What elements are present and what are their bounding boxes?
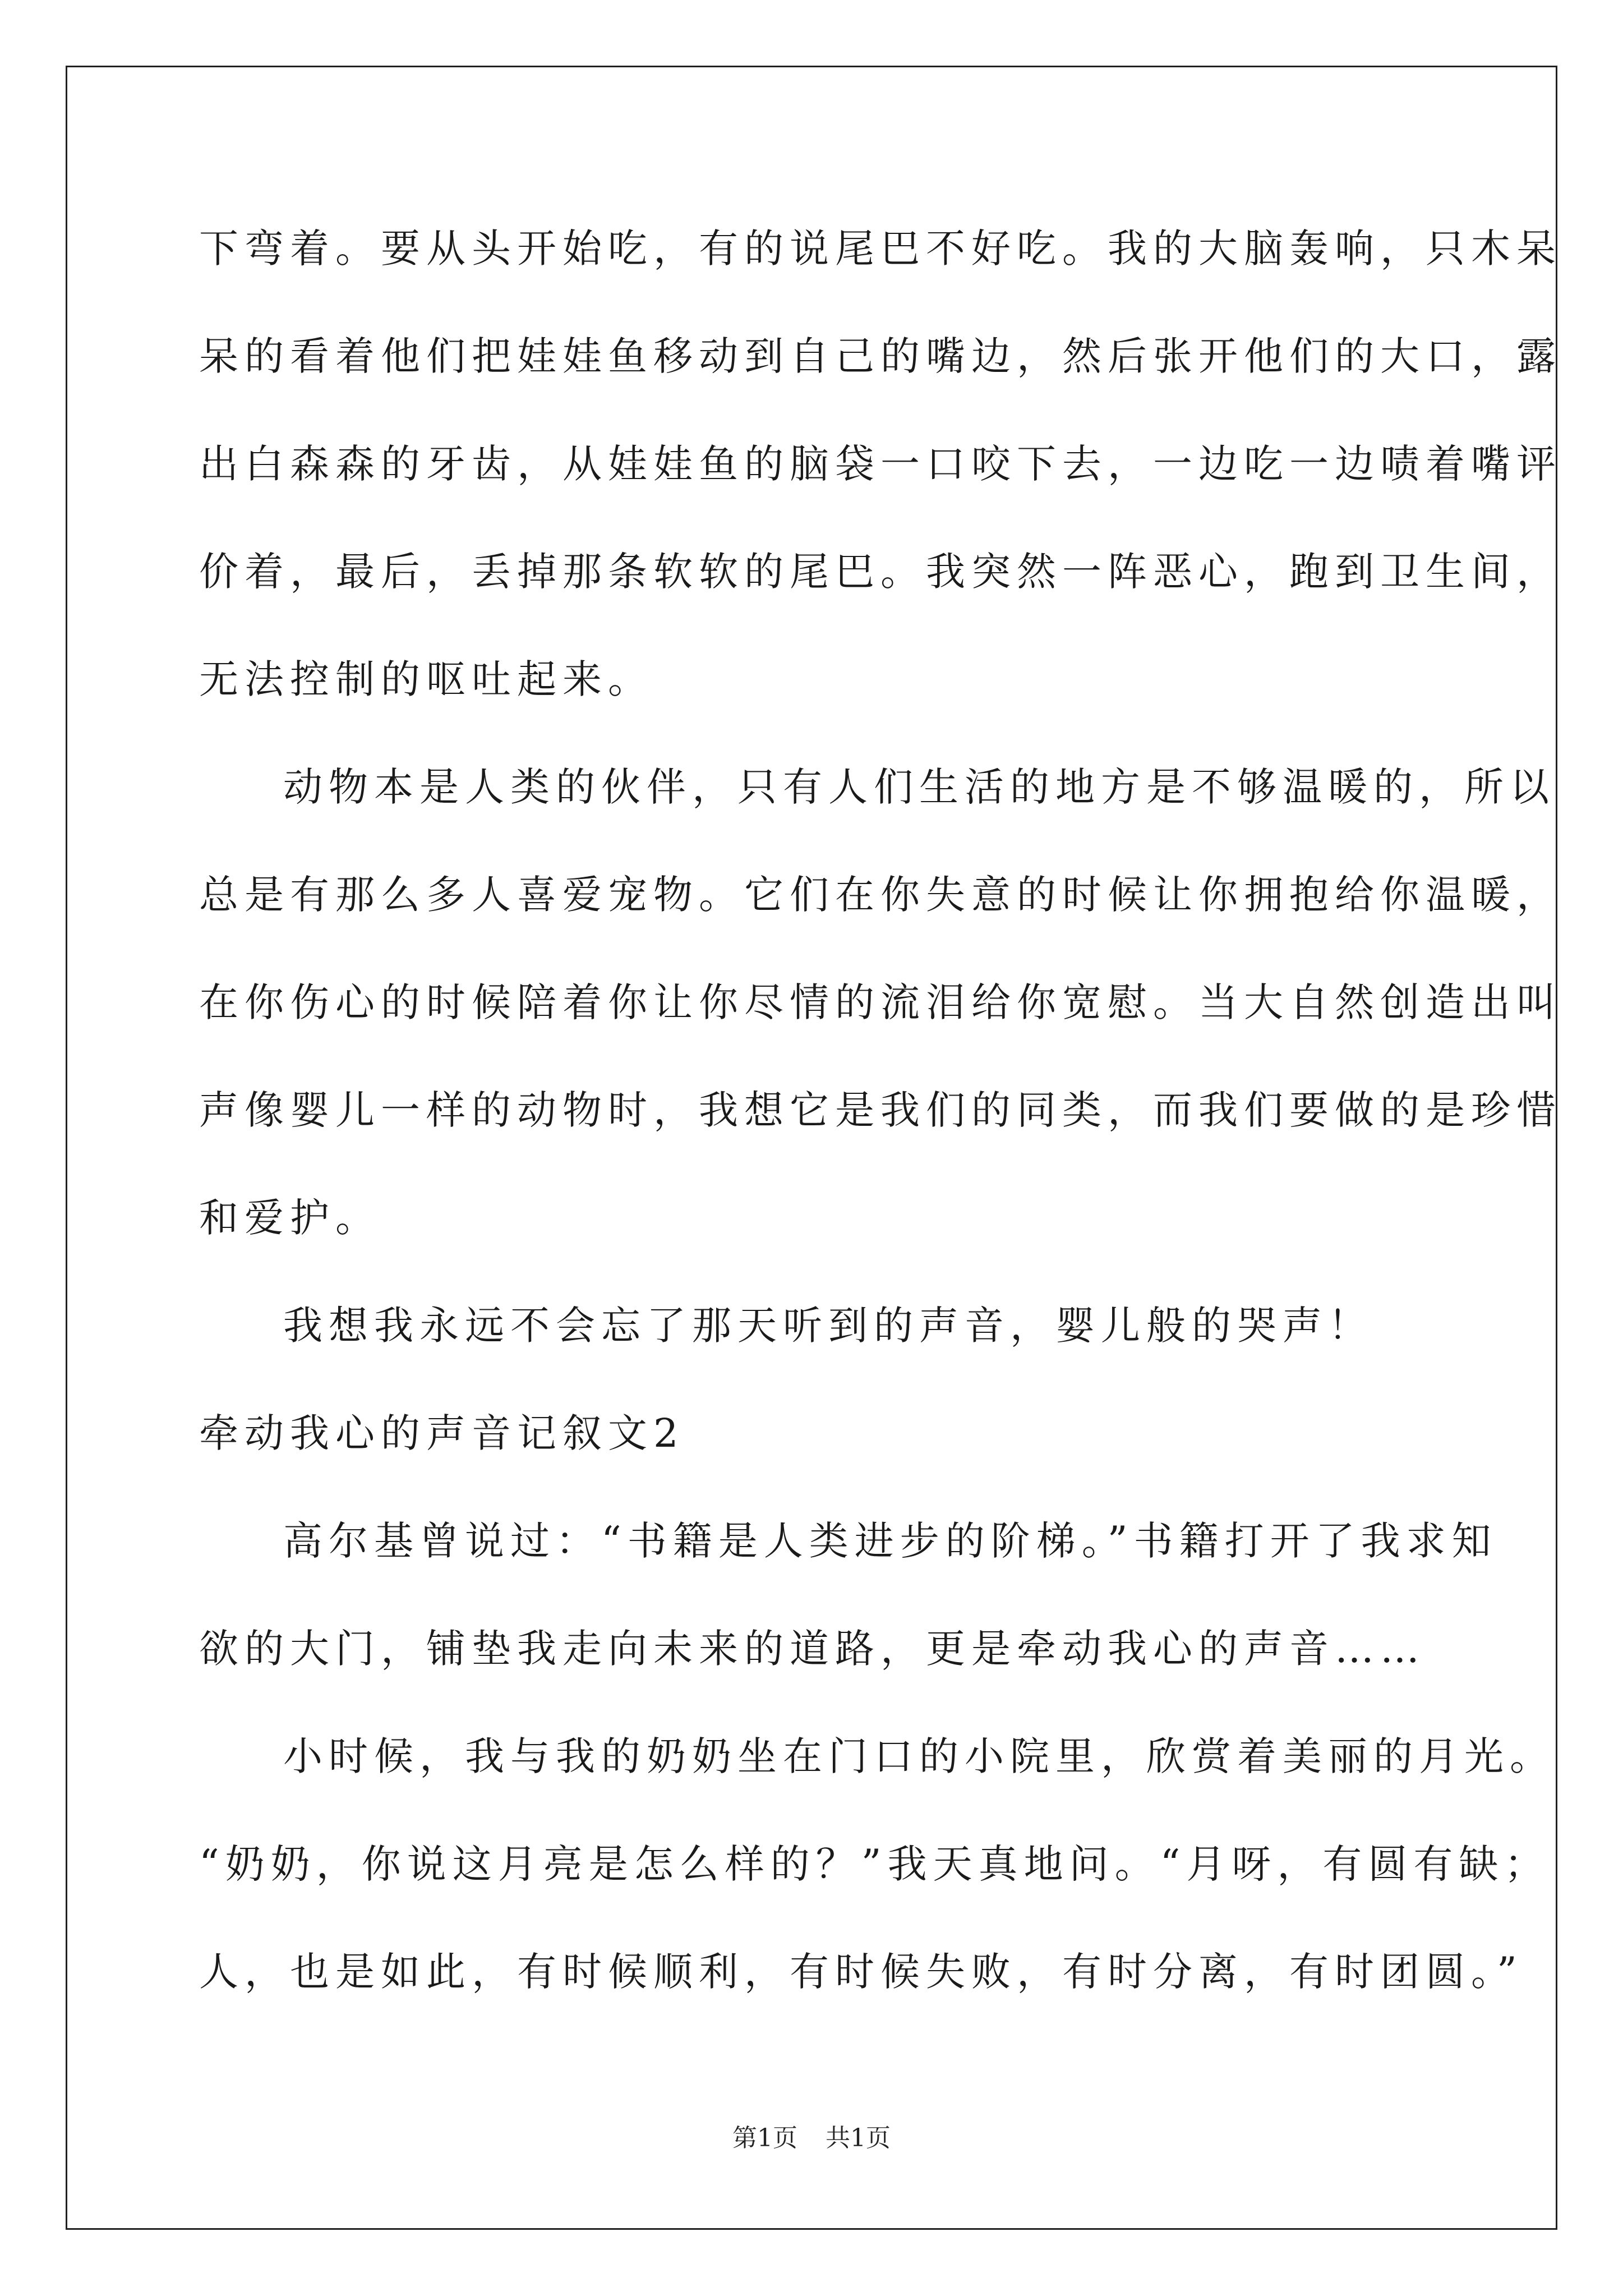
- text-line: 和爱护。: [199, 1195, 381, 1241]
- paragraph-start-line: 动物本是人类的伙伴，只有人们生活的地方是不够温暖的，所以: [283, 764, 1555, 810]
- text-line: 价着，最后，丢掉那条软软的尾巴。我突然一阵恶心，跑到卫生间，: [199, 549, 1562, 595]
- text-line: 人，也是如此，有时候顺利，有时候失败，有时分离，有时团圆。”: [199, 1949, 1523, 1995]
- text-line: 呆的看着他们把娃娃鱼移动到自己的嘴边，然后张开他们的大口，露: [199, 333, 1562, 379]
- page-footer: [0, 2122, 1623, 2155]
- text-line: 无法控制的呕吐起来。: [199, 656, 653, 702]
- document-body: [199, 212, 1562, 2043]
- paragraph-start-line: 小时候，我与我的奶奶坐在门口的小院里，欣赏着美丽的月光。: [283, 1733, 1555, 1779]
- page-total: 共1页: [826, 2124, 891, 2152]
- paragraph-start-line: 我想我永远不会忘了那天听到的声音，婴儿般的哭声！: [283, 1303, 1373, 1349]
- text-line: 欲的大门，铺垫我走向未来的道路，更是牵动我心的声音……: [199, 1626, 1426, 1672]
- text-line: 在你伤心的时候陪着你让你尽情的流泪给你宽慰。当大自然创造出叫: [199, 979, 1562, 1025]
- section-heading: 牵动我心的声音记叙文2: [199, 1410, 685, 1456]
- text-line: “奶奶，你说这月亮是怎么样的？”我天真地问。“月呀，有圆有缺；: [199, 1841, 1550, 1887]
- text-line: 下弯着。要从头开始吃，有的说尾巴不好吃。我的大脑轰响，只木呆: [199, 226, 1562, 272]
- text-line: 出白森森的牙齿，从娃娃鱼的脑袋一口咬下去，一边吃一边啧着嘴评: [199, 441, 1562, 487]
- text-line: 总是有那么多人喜爱宠物。它们在你失意的时候让你拥抱给你温暖，: [199, 872, 1562, 918]
- page-number: 第1页: [732, 2124, 797, 2152]
- paragraph-start-line: 高尔基曾说过：“书籍是人类进步的阶梯。”书籍打开了我求知: [283, 1518, 1497, 1564]
- text-line: 声像婴儿一样的动物时，我想它是我们的同类，而我们要做的是珍惜: [199, 1087, 1562, 1133]
